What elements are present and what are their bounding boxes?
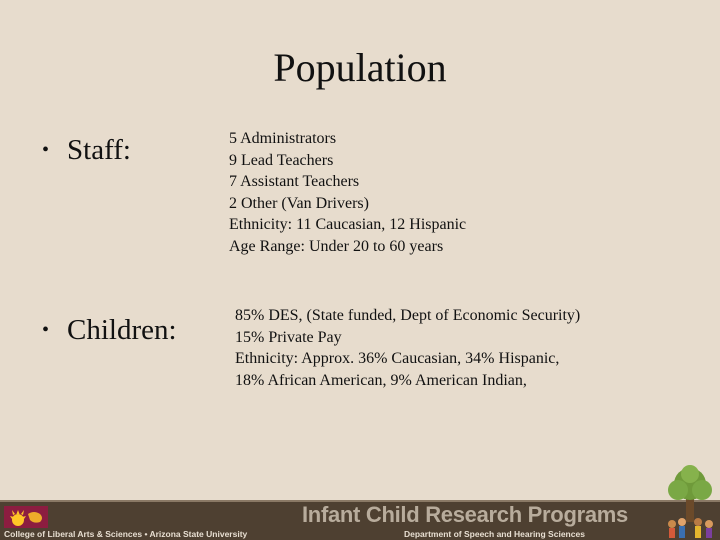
college-name: College of Liberal Arts & Sciences • Arizona State University <box>4 529 248 539</box>
bullet-children-label: Children: <box>67 314 177 346</box>
children-line: Ethnicity: Approx. 36% Caucasian, 34% Hispanic, <box>235 350 560 367</box>
bullet-children <box>42 314 177 347</box>
asu-sun-logo-icon <box>4 506 48 528</box>
staff-line: 5 Administrators <box>229 130 337 147</box>
staff-line: Ethnicity: 11 Caucasian, 12 Hispanic <box>229 216 467 233</box>
staff-line: 2 Other (Van Drivers) <box>229 194 369 212</box>
program-title: Infant Child Research Programs <box>302 502 628 527</box>
tree-children-logo-icon <box>660 462 720 540</box>
bullet-dot-icon: • <box>42 139 50 161</box>
staff-details <box>229 128 466 257</box>
children-line: 18% African American, 9% American Indian, <box>235 371 527 389</box>
children-details <box>235 305 580 391</box>
bullet-staff <box>42 134 131 167</box>
department-name: Department of Speech and Hearing Sciences <box>404 529 585 539</box>
slide-title: Population <box>273 45 447 90</box>
children-line: 85% DES, (State funded, Dept of Economic Security) <box>235 307 581 324</box>
staff-line: 7 Assistant Teachers <box>229 173 360 190</box>
staff-line: 9 Lead Teachers <box>229 151 334 169</box>
children-line: 15% Private Pay <box>235 328 342 346</box>
bullet-dot-icon: • <box>42 319 50 341</box>
bullet-staff-label: Staff: <box>67 134 131 166</box>
staff-line: Age Range: Under 20 to 60 years <box>229 237 444 255</box>
